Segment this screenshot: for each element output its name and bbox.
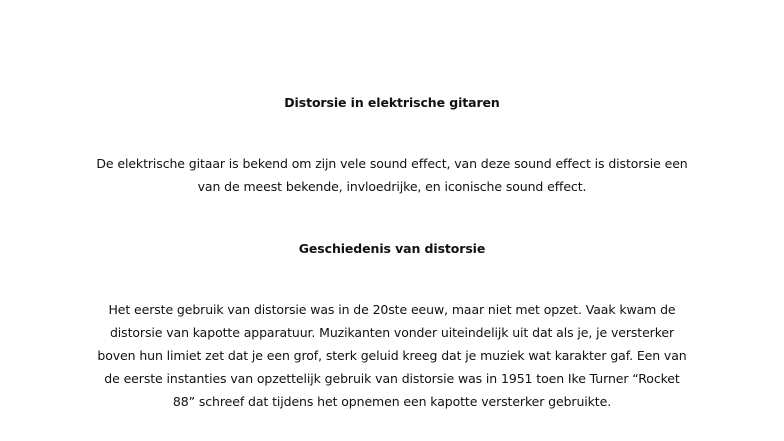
history-line: de eerste instanties van opzettelijk gebruik van distorsie was in 1951 toen Ike Turner “Rocket (104, 371, 680, 386)
intro-line: De elektrische gitaar is bekend om zijn vele sound effect, van deze sound effect is distorsie een (96, 156, 688, 171)
intro-line: van de meest bekende, invloedrijke, en iconische sound effect. (197, 179, 587, 194)
section-heading: Geschiedenis van distorsie (298, 241, 486, 256)
history-line: distorsie van kapotte apparatuur. Muzikanten vonder uiteindelijk uit dat als je, je versterker (109, 325, 675, 340)
document-title: Distorsie in elektrische gitaren (284, 95, 500, 110)
history-line: boven hun limiet zet dat je een grof, sterk geluid kreeg dat je muziek wat karakter gaf. Een van (97, 348, 687, 363)
history-paragraph (90, 298, 694, 413)
intro-paragraph (90, 152, 694, 198)
history-line: 88” schreef dat tijdens het opnemen een kapotte versterker gebruikte. (172, 394, 612, 409)
history-line: Het eerste gebruik van distorsie was in de 20ste eeuw, maar niet met opzet. Vaak kwam de (108, 302, 676, 317)
